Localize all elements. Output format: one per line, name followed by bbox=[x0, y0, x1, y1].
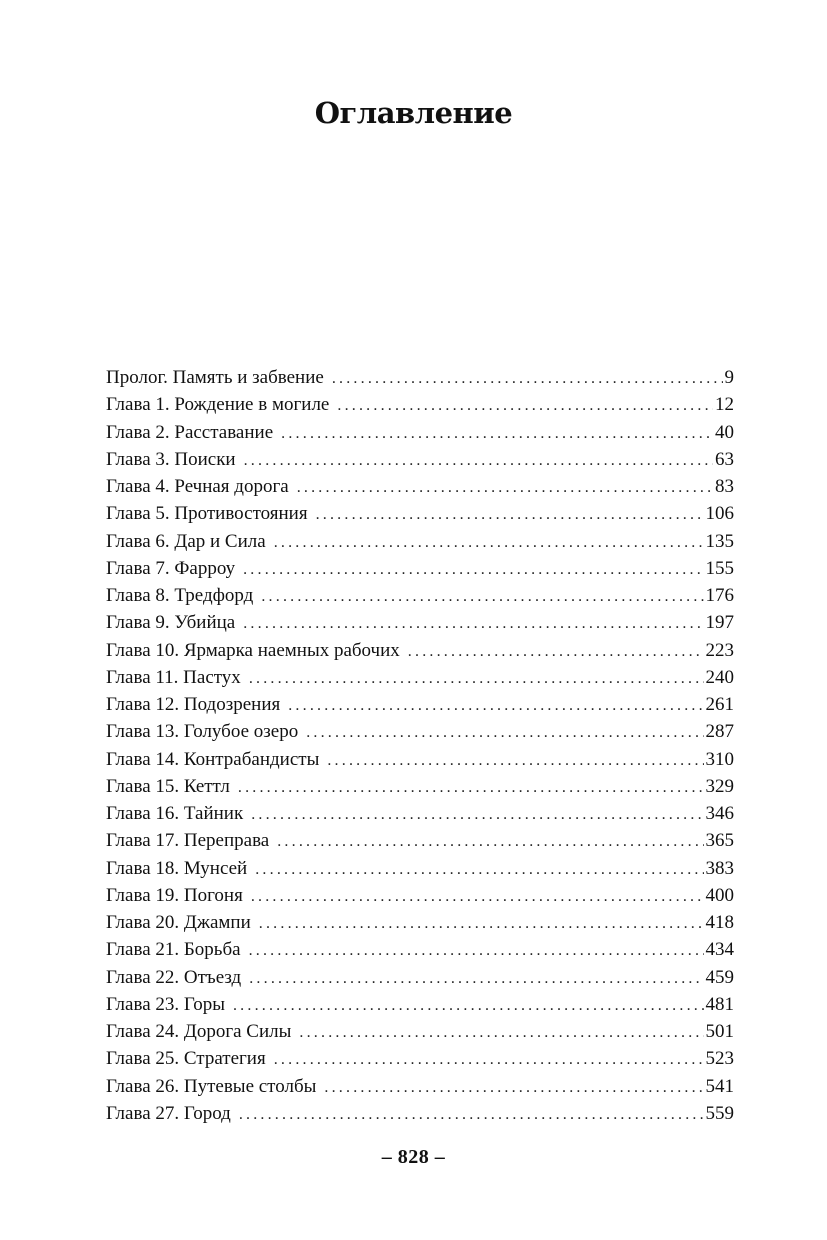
toc-entry-page: 197 bbox=[705, 612, 734, 634]
toc-entry-label: Пролог. Память и забвение bbox=[106, 367, 324, 388]
toc-entry-label: Глава 2. Расставание bbox=[106, 421, 274, 443]
dot-leader bbox=[327, 747, 703, 774]
toc-entry-label: Глава 7. Фарроу bbox=[106, 557, 236, 579]
dot-leader bbox=[244, 447, 713, 474]
dot-leader bbox=[299, 1019, 703, 1046]
toc-entry-page: 559 bbox=[705, 1102, 734, 1124]
toc-entry-page: 329 bbox=[705, 775, 734, 797]
toc-entry bbox=[106, 500, 734, 527]
toc-entry-label: Глава 13. Голубое озеро bbox=[106, 721, 299, 743]
toc-entry-label: Глава 25. Стратегия bbox=[106, 1048, 266, 1070]
toc-entry bbox=[106, 1018, 734, 1045]
dot-leader bbox=[332, 365, 723, 392]
toc-entry bbox=[106, 391, 734, 418]
toc-entry bbox=[106, 964, 734, 991]
toc-entry-page: 135 bbox=[705, 530, 734, 552]
page-number: – 828 – bbox=[381, 1146, 446, 1168]
toc-entry-label: Глава 23. Горы bbox=[106, 993, 225, 1015]
dot-leader bbox=[249, 665, 704, 692]
dot-leader bbox=[251, 801, 703, 828]
toc-entry-page: 346 bbox=[705, 803, 734, 824]
toc-entry-label: Глава 12. Подозрения bbox=[106, 694, 281, 715]
toc-entry-label: Глава 22. Отъезд bbox=[106, 966, 242, 988]
dot-leader bbox=[288, 692, 703, 719]
toc-entry-label: Глава 4. Речная дорога bbox=[106, 476, 289, 497]
toc-entry bbox=[106, 773, 734, 800]
toc-entry-label: Глава 24. Дорога Силы bbox=[106, 1021, 292, 1042]
toc-entry bbox=[106, 1100, 734, 1127]
toc-entry-page: 240 bbox=[705, 666, 734, 688]
toc-entry bbox=[106, 1045, 734, 1072]
toc-entry-page: 541 bbox=[705, 1075, 734, 1097]
toc-entry-label: Глава 6. Дар и Сила bbox=[106, 530, 266, 552]
toc-entry-label: Глава 17. Переправа bbox=[106, 830, 270, 852]
toc-entry bbox=[106, 746, 734, 773]
dot-leader bbox=[233, 992, 704, 1019]
toc-entry-page: 12 bbox=[715, 394, 734, 416]
toc-entry-page: 523 bbox=[705, 1048, 734, 1070]
toc-entry-label: Глава 10. Ярмарка наемных рабочих bbox=[106, 639, 400, 661]
toc-entry bbox=[106, 664, 734, 691]
dot-leader bbox=[324, 1074, 703, 1101]
toc-entry-page: 287 bbox=[705, 721, 734, 743]
dot-leader bbox=[306, 719, 703, 746]
toc-entry-label: Глава 11. Пастух bbox=[106, 666, 241, 688]
toc-entry-label: Глава 26. Путевые столбы bbox=[106, 1075, 317, 1097]
dot-leader bbox=[274, 529, 704, 556]
dot-leader bbox=[297, 474, 713, 501]
dot-leader bbox=[259, 910, 704, 937]
dot-leader bbox=[239, 1101, 704, 1128]
toc-entry bbox=[106, 555, 734, 582]
toc-entry-page: 501 bbox=[705, 1021, 734, 1042]
toc-entry-label: Глава 21. Борьба bbox=[106, 939, 241, 961]
dot-leader bbox=[255, 856, 703, 883]
toc-entry-label: Глава 3. Поиски bbox=[106, 448, 236, 470]
toc-entry-page: 155 bbox=[705, 557, 734, 579]
dot-leader bbox=[243, 610, 703, 637]
dot-leader bbox=[337, 392, 713, 419]
toc-entry-page: 383 bbox=[705, 857, 734, 879]
toc-entry-page: 434 bbox=[705, 939, 734, 961]
toc-entry bbox=[106, 582, 734, 609]
toc-entry-page: 63 bbox=[715, 448, 734, 470]
toc-entry-label: Глава 5. Противостояния bbox=[106, 503, 308, 525]
toc-entry-page: 365 bbox=[705, 830, 734, 852]
dot-leader bbox=[238, 774, 704, 801]
table-of-contents bbox=[106, 364, 734, 1127]
toc-entry bbox=[106, 691, 734, 718]
dot-leader bbox=[251, 883, 704, 910]
toc-entry-page: 418 bbox=[705, 912, 734, 933]
dot-leader bbox=[274, 1046, 704, 1073]
toc-entry-label: Глава 18. Мунсей bbox=[106, 857, 248, 879]
toc-entry bbox=[106, 936, 734, 963]
toc-entry-label: Глава 20. Джампи bbox=[106, 912, 251, 933]
toc-entry bbox=[106, 609, 734, 636]
dot-leader bbox=[249, 937, 704, 964]
toc-entry bbox=[106, 528, 734, 555]
toc-entry bbox=[106, 364, 734, 391]
toc-entry-page: 400 bbox=[705, 884, 734, 906]
toc-entry-label: Глава 1. Рождение в могиле bbox=[106, 394, 330, 416]
toc-entry bbox=[106, 473, 734, 500]
toc-entry-page: 9 bbox=[724, 367, 734, 388]
toc-entry bbox=[106, 718, 734, 745]
toc-entry-page: 310 bbox=[705, 748, 734, 770]
toc-entry-page: 459 bbox=[705, 966, 734, 988]
toc-entry bbox=[106, 909, 734, 936]
toc-entry-label: Глава 8. Тредфорд bbox=[106, 585, 254, 606]
toc-entry-page: 83 bbox=[715, 476, 734, 497]
dot-leader bbox=[249, 965, 703, 992]
toc-entry-label: Глава 19. Погоня bbox=[106, 884, 243, 906]
toc-entry bbox=[106, 855, 734, 882]
toc-entry-page: 223 bbox=[705, 639, 734, 661]
toc-entry-page: 261 bbox=[705, 694, 734, 715]
toc-entry-label: Глава 15. Кеттл bbox=[106, 775, 230, 797]
dot-leader bbox=[408, 638, 704, 665]
toc-entry bbox=[106, 637, 734, 664]
toc-entry-label: Глава 27. Город bbox=[106, 1102, 231, 1124]
toc-entry bbox=[106, 800, 734, 827]
toc-entry bbox=[106, 827, 734, 854]
toc-entry-page: 176 bbox=[705, 585, 734, 606]
toc-entry-label: Глава 14. Контрабандисты bbox=[106, 748, 320, 770]
toc-entry-label: Глава 16. Тайник bbox=[106, 803, 244, 824]
toc-entry bbox=[106, 991, 734, 1018]
dot-leader bbox=[316, 501, 704, 528]
toc-entry-label: Глава 9. Убийца bbox=[106, 612, 236, 634]
dot-leader bbox=[261, 583, 703, 610]
toc-entry-page: 40 bbox=[715, 421, 734, 443]
toc-entry bbox=[106, 446, 734, 473]
dot-leader bbox=[243, 556, 703, 583]
toc-entry bbox=[106, 419, 734, 446]
toc-entry bbox=[106, 882, 734, 909]
toc-entry-page: 481 bbox=[705, 993, 734, 1015]
toc-entry bbox=[106, 1073, 734, 1100]
dot-leader bbox=[281, 420, 713, 447]
dot-leader bbox=[277, 828, 703, 855]
toc-entry-page: 106 bbox=[705, 503, 734, 525]
page-title: Оглавление bbox=[314, 96, 513, 130]
